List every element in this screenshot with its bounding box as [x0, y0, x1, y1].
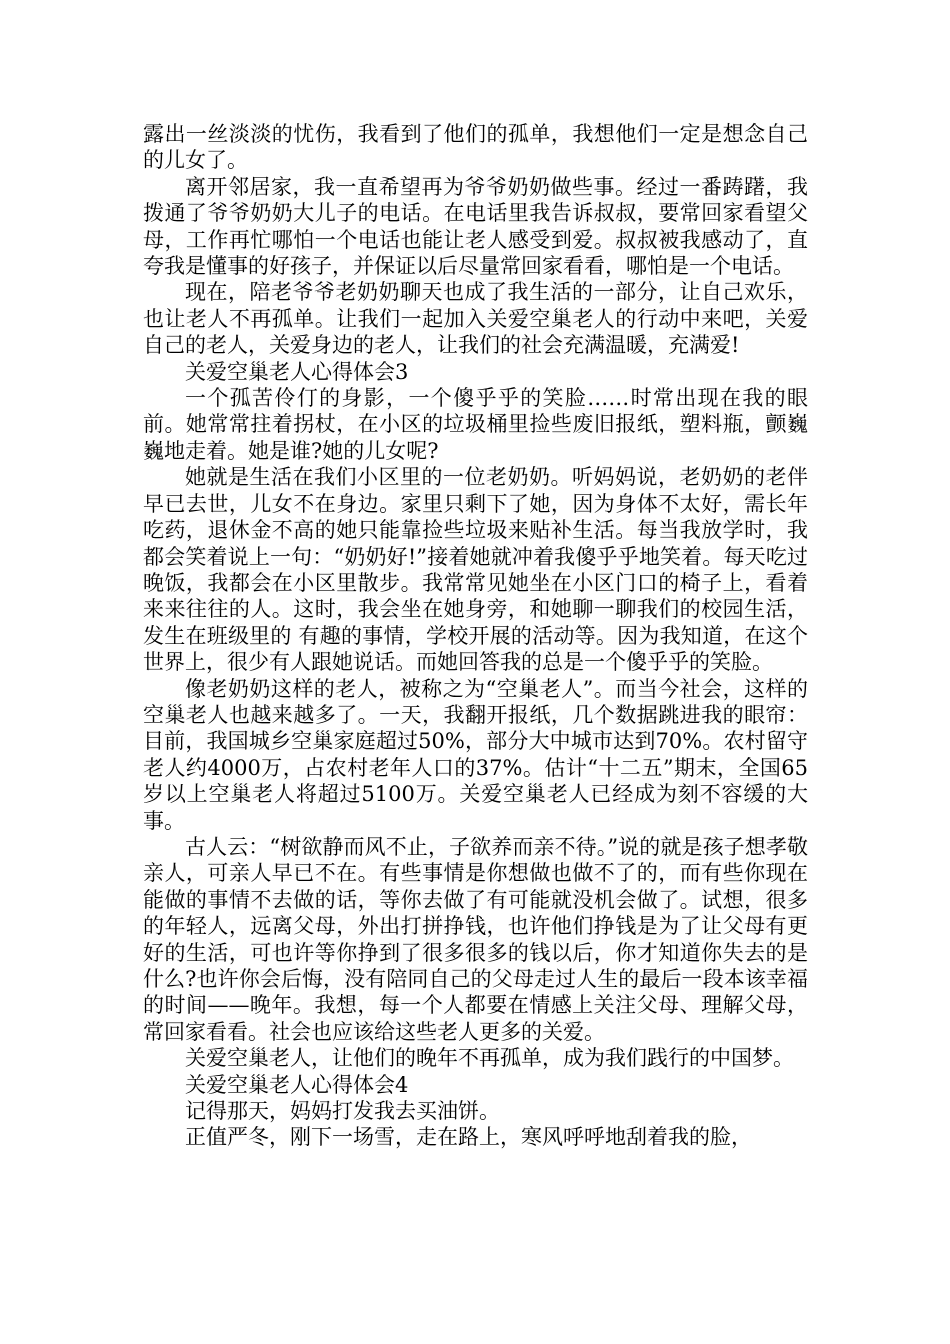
paragraph: 古人云：“树欲静而风不止，子欲养而亲不待。”说的就是孩子想孝敬亲人，可亲人早已不在。有些事情是你想做也做不了的，而有些你现在能做的事情不去做的话，等你去做了有可能就没机会做了。试想，很多的年轻人，远离父母，外出打拼挣钱，也许他们挣钱是为了让父母有更好的生活，可也许等你挣到了很多很多的钱以后，你才知道你失去的是什么?也许你会后悔，没有陪同自己的父母走过人生的最后一段本该幸福的时间——晚年。我想，每一个人都要在情感上关注父母、理解父母，常回家看看。社会也应该给这些老人更多的关爱。: [143, 834, 808, 1044]
paragraph: 离开邻居家，我一直希望再为爷爷奶奶做些事。经过一番踌躇，我拨通了爷爷奶奶大儿子的电话。在电话里我告诉叔叔，要常回家看望父母，工作再忙哪怕一个电话也能让老人感受到爱。叔叔被我感动了，直夸我是懂事的好孩子，并保证以后尽量常回家看看，哪怕是一个电话。: [143, 174, 808, 279]
paragraph: 像老奶奶这样的老人，被称之为“空巢老人”。而当今社会，这样的空巢老人也越来越多了。一天，我翻开报纸，几个数据跳进我的眼帘：目前，我国城乡空巢家庭超过50%，部分大中城市达到70%。农村留守老人约4000万，占农村老年人口的37%。估计“十二五”期末，全国65岁以上空巢老人将超过5100万。关爱空巢老人已经成为刻不容缓的大事。: [143, 676, 808, 833]
paragraph: 一个孤苦伶仃的身影，一个傻乎乎的笑脸……时常出现在我的眼前。她常常拄着拐杖，在小区的垃圾桶里捡些废旧报纸，塑料瓶，颤巍巍地走着。她是谁?她的儿女呢?: [143, 386, 808, 463]
section-heading: 关爱空巢老人心得体会3: [185, 359, 409, 384]
paragraph: 露出一丝淡淡的忧伤，我看到了他们的孤单，我想他们一定是想念自己的儿女了。: [143, 122, 808, 173]
section-heading: 关爱空巢老人心得体会4: [185, 1072, 409, 1097]
document-body: [143, 121, 808, 1151]
paragraph: 她就是生活在我们小区里的一位老奶奶。听妈妈说，老奶奶的老伴早已去世，儿女不在身边。家里只剩下了她，因为身体不太好，需长年吃药，退休金不高的她只能靠捡些垃圾来贴补生活。每当我放学时，我都会笑着说上一句：“奶奶好!”接着她就冲着我傻乎乎地笑着。每天吃过晚饭，我都会在小区里散步。我常常见她坐在小区门口的椅子上，看着来来往往的人。这时，我会坐在她身旁，和她聊一聊我们的校园生活，发生在班级里的 有趣的事情，学校开展的活动等。因为我知道，在这个世界上，很少有人跟她说话。而她回答我的总是一个傻乎乎的笑脸。: [143, 465, 808, 675]
paragraph: 记得那天，妈妈打发我去买油饼。: [185, 1099, 500, 1124]
paragraph: 正值严冬，刚下一场雪，走在路上，寒风呼呼地刮着我的脸，: [185, 1125, 752, 1150]
paragraph: 关爱空巢老人，让他们的晚年不再孤单，成为我们践行的中国梦。: [185, 1046, 794, 1071]
paragraph: 现在，陪老爷爷老奶奶聊天也成了我生活的一部分，让自己欢乐，也让老人不再孤单。让我们一起加入关爱空巢老人的行动中来吧，关爱自己的老人，关爱身边的老人，让我们的社会充满温暖，充满爱!: [143, 280, 808, 358]
